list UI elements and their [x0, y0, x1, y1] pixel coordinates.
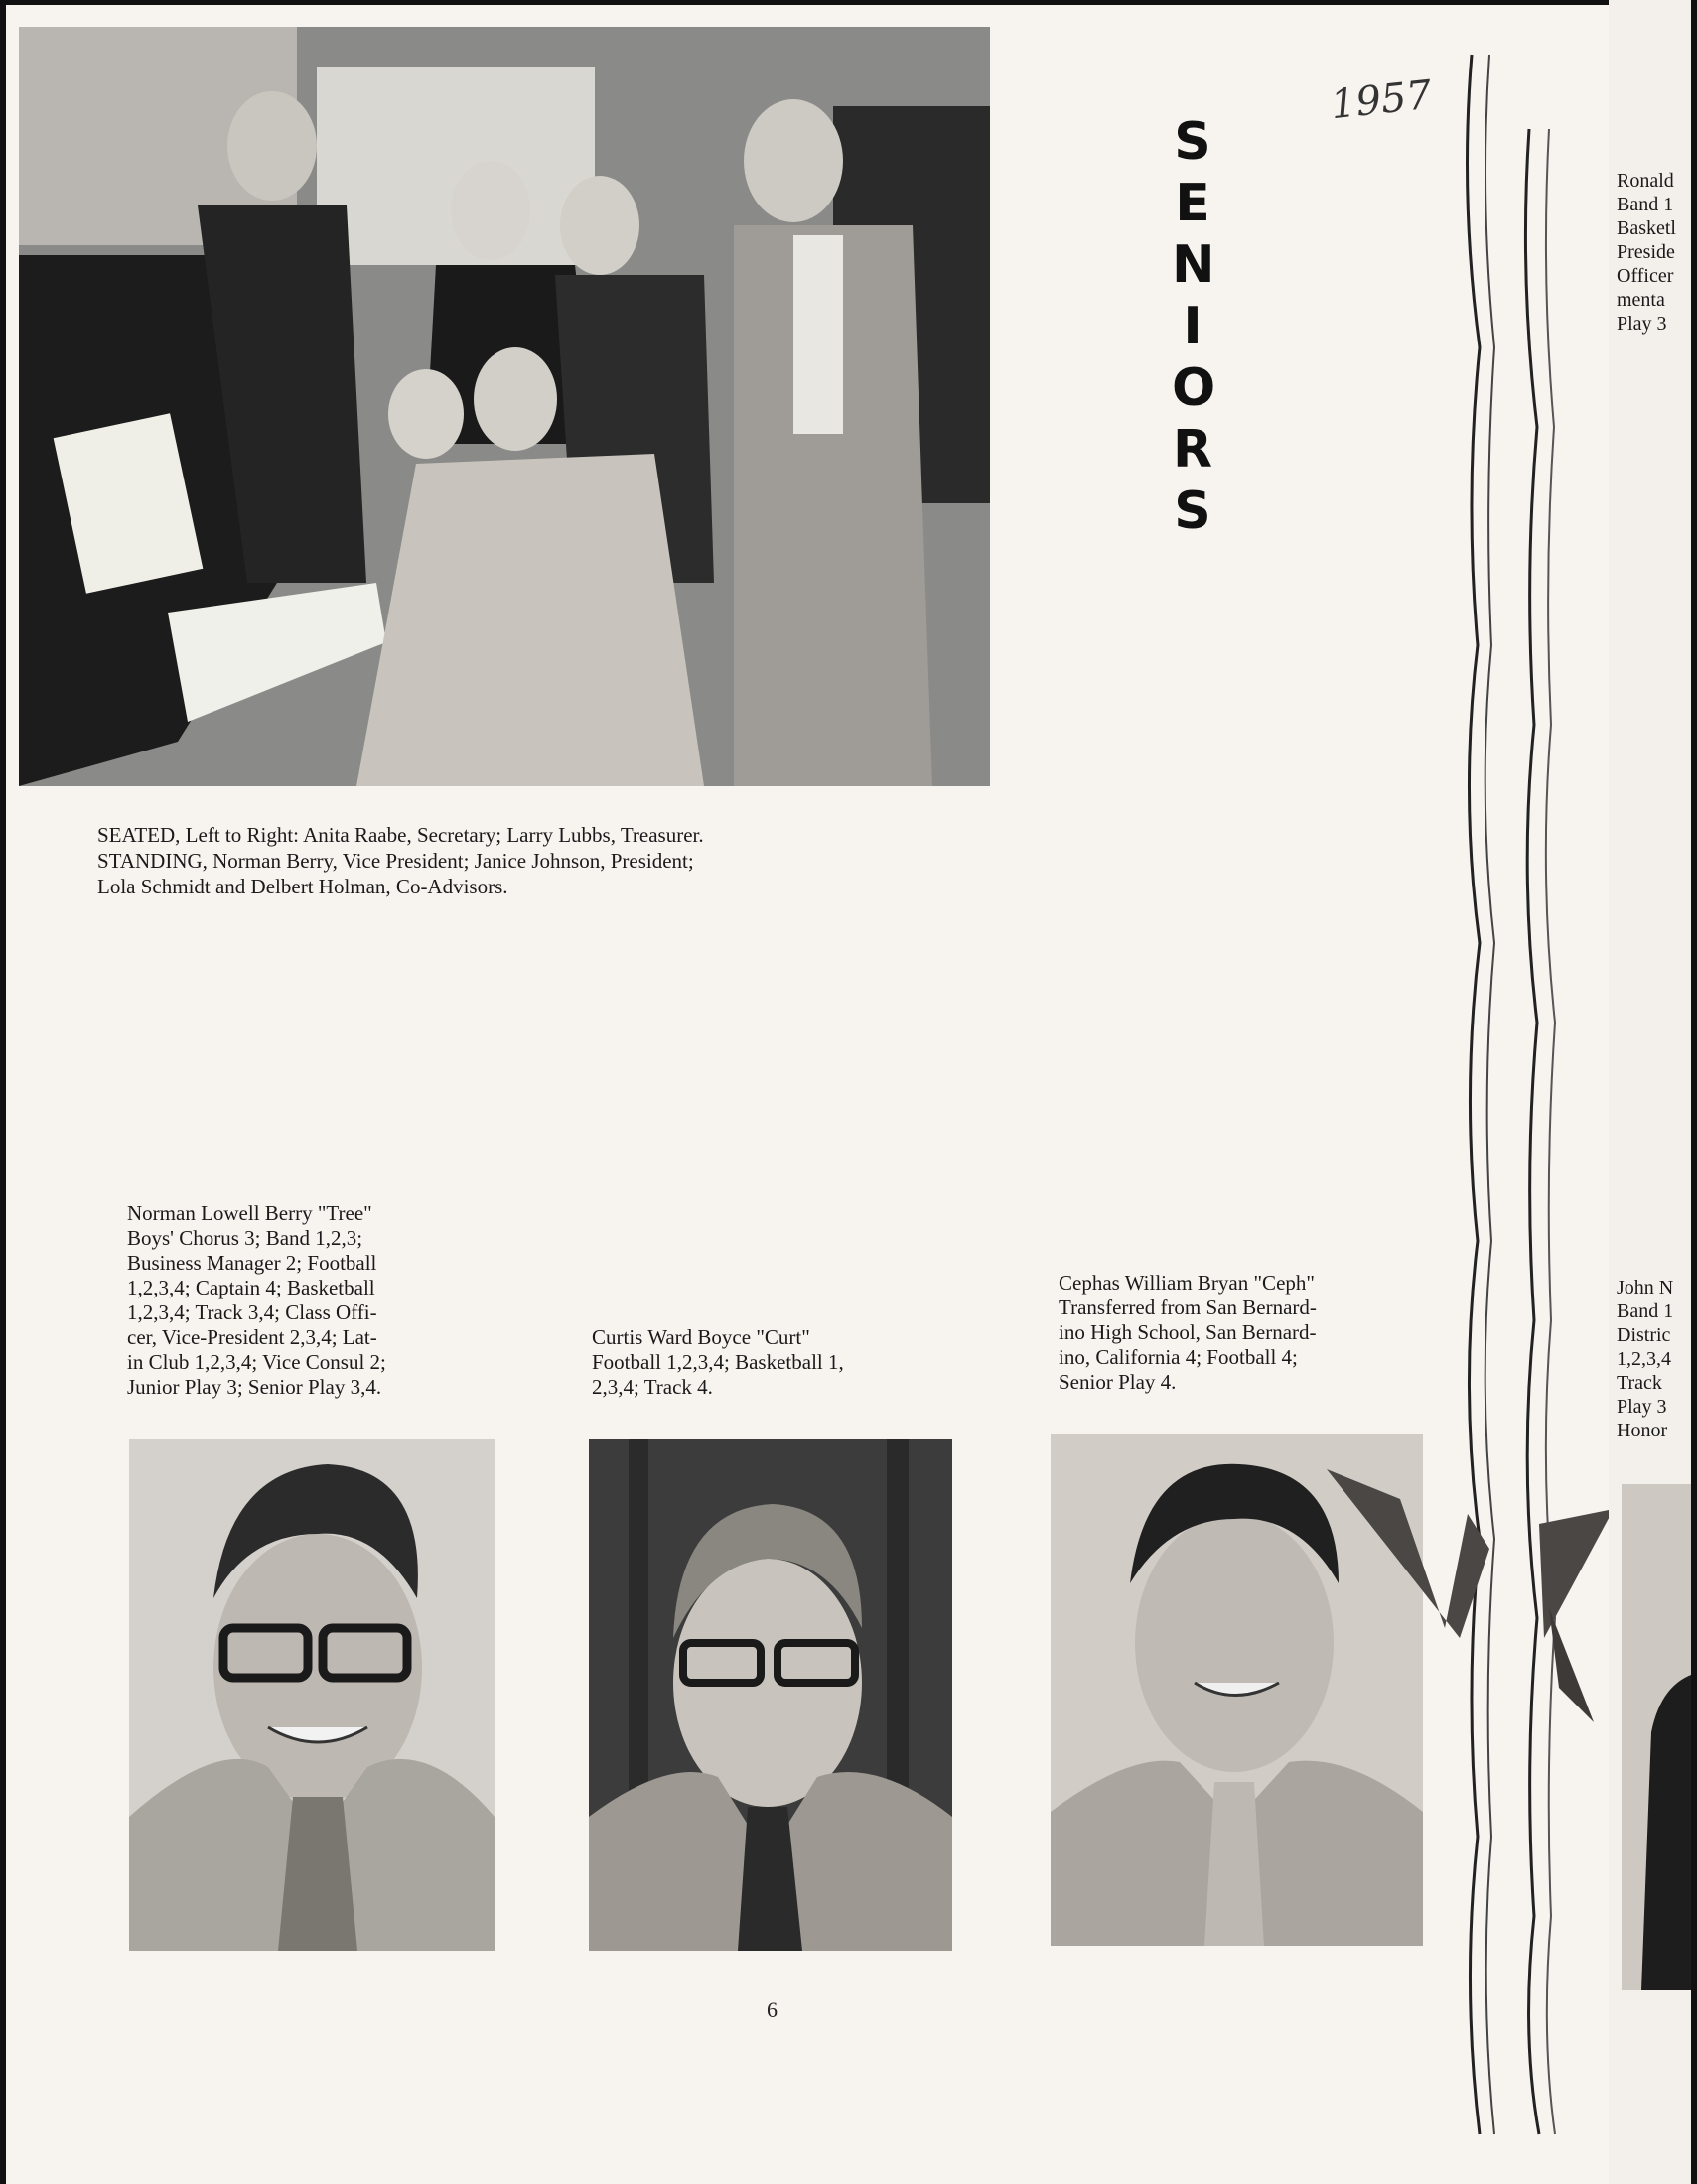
- bio-line: Band 1: [1617, 1300, 1674, 1322]
- bio-line: Business Manager 2; Football: [127, 1251, 377, 1275]
- page-number: 6: [767, 1997, 778, 2022]
- title-letter: N: [1172, 235, 1215, 295]
- bio-line: Transferred from San Bernard-: [1059, 1296, 1317, 1319]
- bio-line: Track: [1617, 1372, 1662, 1394]
- bio-line: Norman Lowell Berry "Tree": [127, 1201, 372, 1225]
- bio-line: 1,2,3,4: [1617, 1348, 1671, 1370]
- title-letter: I: [1183, 297, 1202, 356]
- bio-line: Senior Play 4.: [1059, 1370, 1177, 1394]
- caption-line: SEATED, Left to Right: Anita Raabe, Secretary; Larry Lubbs, Treasurer.: [97, 823, 704, 847]
- adjacent-page-bio-top: [1617, 169, 1697, 336]
- bio-line: Honor: [1617, 1420, 1668, 1441]
- bio-line: Officer: [1617, 265, 1674, 287]
- bio-line: menta: [1617, 289, 1665, 311]
- scan-border-right: [1691, 0, 1697, 2184]
- bio-line: John N: [1617, 1277, 1674, 1298]
- bio-line: ino, California 4; Football 4;: [1059, 1345, 1298, 1369]
- caption-line: Lola Schmidt and Delbert Holman, Co-Advisors.: [97, 875, 508, 898]
- bio-line: ino High School, San Bernard-: [1059, 1320, 1317, 1344]
- bio-line: Curtis Ward Boyce "Curt": [592, 1325, 810, 1349]
- bio-line: Play 3: [1617, 1396, 1667, 1418]
- bio-line: in Club 1,2,3,4; Vice Consul 2;: [127, 1350, 386, 1374]
- title-letter: S: [1174, 112, 1211, 172]
- handwritten-year: 1957: [1328, 71, 1434, 129]
- title-letter: O: [1172, 358, 1216, 418]
- caption-line: STANDING, Norman Berry, Vice President; Janice Johnson, President;: [97, 849, 694, 873]
- bio-line: Football 1,2,3,4; Basketball 1,: [592, 1350, 844, 1374]
- bio-line: Preside: [1617, 241, 1675, 263]
- bio-line: Play 3: [1617, 313, 1667, 335]
- bio-line: Cephas William Bryan "Ceph": [1059, 1271, 1315, 1295]
- bio-line: Basketl: [1617, 217, 1676, 239]
- bio-line: Band 1: [1617, 194, 1674, 215]
- bio-line: Junior Play 3; Senior Play 3,4.: [127, 1375, 382, 1399]
- title-letter: S: [1174, 481, 1211, 541]
- bio-line: 1,2,3,4; Captain 4; Basketball: [127, 1276, 375, 1299]
- bio-line: Ronald: [1617, 170, 1674, 192]
- bio-line: Distric: [1617, 1324, 1671, 1346]
- adjacent-page-portrait: [1622, 1484, 1697, 1990]
- adjacent-page-bio-bottom: [1617, 1276, 1697, 1442]
- portrait-image: [1622, 1484, 1697, 1990]
- title-letter: E: [1175, 174, 1210, 233]
- bio-line: 1,2,3,4; Track 3,4; Class Offi-: [127, 1300, 377, 1324]
- bio-line: Boys' Chorus 3; Band 1,2,3;: [127, 1226, 363, 1250]
- bio-line: cer, Vice-President 2,3,4; Lat-: [127, 1325, 377, 1349]
- title-letter: R: [1172, 420, 1213, 479]
- bio-line: 2,3,4; Track 4.: [592, 1375, 713, 1399]
